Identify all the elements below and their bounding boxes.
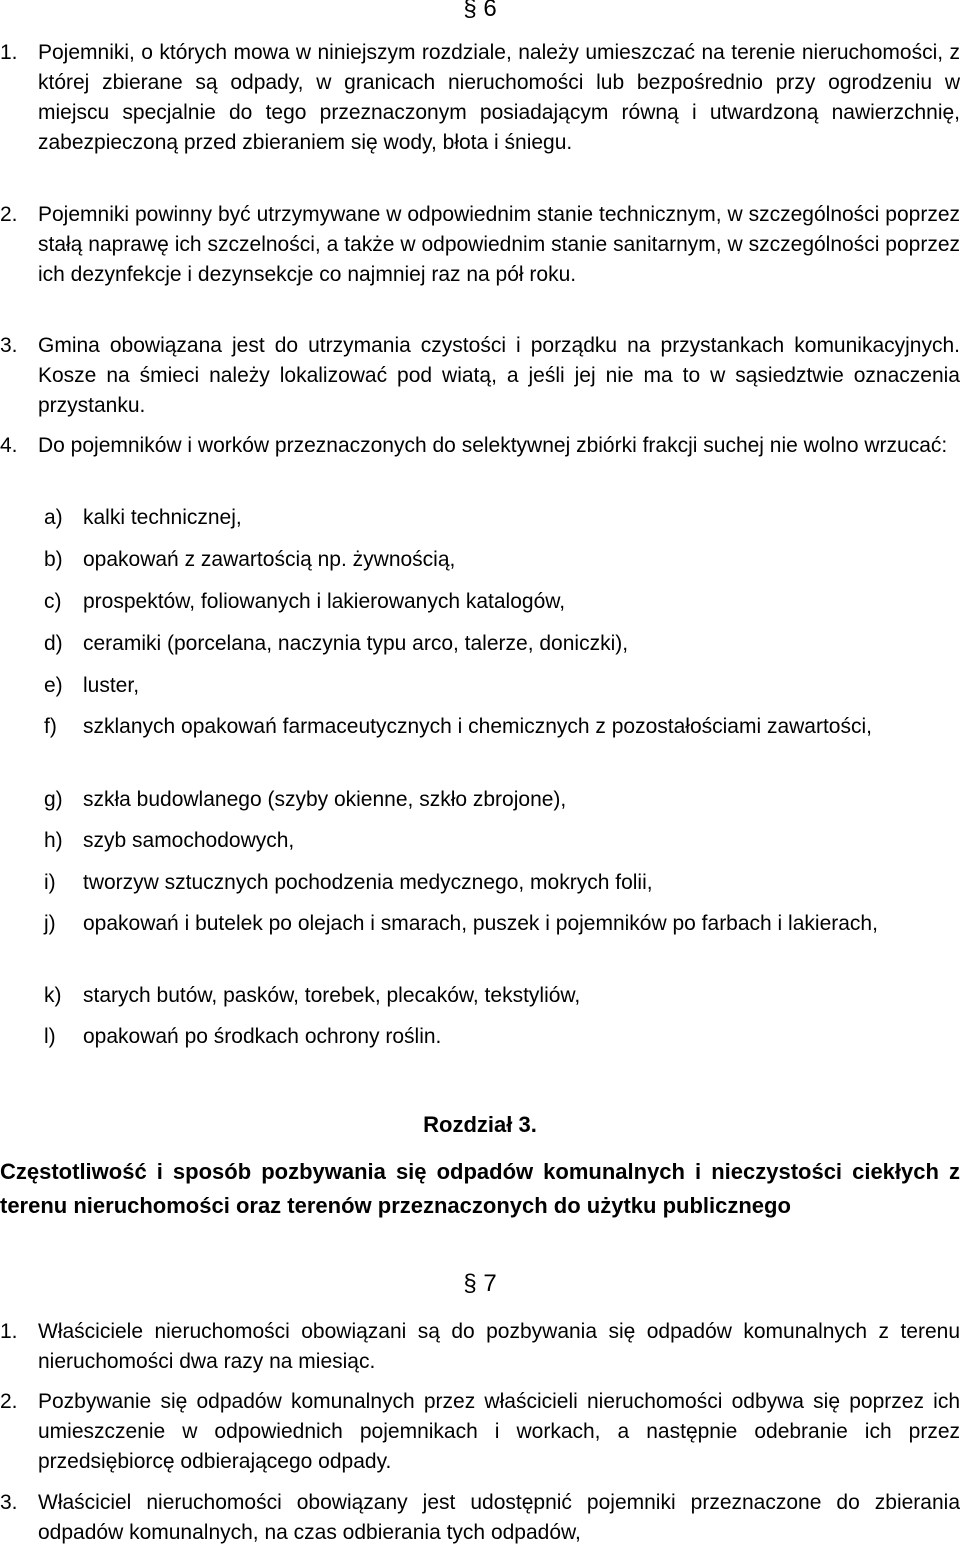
list-letter: l) bbox=[44, 1025, 56, 1048]
list-text: szyb samochodowych, bbox=[83, 829, 295, 852]
list-item bbox=[0, 981, 960, 1011]
list-letter: g) bbox=[44, 788, 63, 811]
list-letter: d) bbox=[44, 632, 63, 655]
s6-paragraph-3 bbox=[0, 331, 960, 421]
list-text: luster, bbox=[83, 674, 140, 697]
list-text: szkła budowlanego (szyby okienne, szkło zbrojone), bbox=[83, 788, 567, 811]
list-text: tworzyw sztucznych pochodzenia medycznego, mokrych folii, bbox=[83, 871, 653, 894]
list-item bbox=[0, 587, 960, 617]
s6-paragraph-1 bbox=[0, 38, 960, 158]
paragraph-text: Pozbywanie się odpadów komunalnych przez właścicieli nieruchomości odbywa się poprzez ich umieszczenie w odpowiednich pojemnikach i workach, a następnie odebranie ich przez przedsiębiorcę odbierającego odpady. bbox=[38, 1390, 960, 1473]
list-letter: i) bbox=[44, 871, 56, 894]
list-item bbox=[0, 503, 960, 533]
list-item bbox=[0, 909, 960, 939]
chapter-title: Częstotliwość i sposób pozbywania się odpadów komunalnych i nieczystości ciekłych z terenu nieruchomości oraz terenów przeznaczonych do użytku publicznego bbox=[0, 1159, 960, 1218]
list-item bbox=[0, 712, 960, 742]
list-letter: k) bbox=[44, 984, 62, 1007]
chapter-heading: Rozdział 3. bbox=[423, 1112, 537, 1137]
list-item bbox=[0, 785, 960, 815]
s6-paragraph-4 bbox=[0, 431, 960, 461]
paragraph-text: Pojemniki powinny być utrzymywane w odpowiednim stanie technicznym, w szczególności poprzez stałą naprawę ich szczelności, a także w odpowiednim stanie sanitarnym, w szczególności poprzez ich dezynfekcje i dezynsekcje co najmniej raz na pół roku. bbox=[38, 203, 960, 286]
list-text: kalki technicznej, bbox=[83, 506, 242, 529]
list-text: ceramiki (porcelana, naczynia typu arco, talerze, doniczki), bbox=[83, 632, 629, 655]
list-text: starych butów, pasków, torebek, plecaków, tekstyliów, bbox=[83, 984, 581, 1007]
paragraph-text: Gmina obowiązana jest do utrzymania czystości i porządku na przystankach komunikacyjnych. Kosze na śmieci należy lokalizować pod wiatą, a jeśli jej nie ma to w sąsiedztwie oznaczenia przystanku. bbox=[38, 334, 960, 417]
list-item bbox=[0, 629, 960, 659]
paragraph-number: 2. bbox=[0, 203, 18, 226]
paragraph-text: Pojemniki, o których mowa w niniejszym rozdziale, należy umieszczać na terenie nieruchomości, z której zbierane są odpady, w granicach nieruchomości lub bezpośrednio przy ogrodzeniu w miejscu specjalnie do tego przeznaczonym posiadającym równą i utwardzoną nawierzchnię, zabezpieczoną przed zbieraniem się wody, błota i śniegu. bbox=[38, 41, 960, 154]
s7-paragraph-3 bbox=[0, 1488, 960, 1548]
list-letter: j) bbox=[44, 912, 56, 935]
paragraph-text: Właściciel nieruchomości obowiązany jest udostępnić pojemniki przeznaczone do zbierania odpadów komunalnych, na czas odbierania tych odpadów, bbox=[38, 1491, 960, 1544]
paragraph-number: 4. bbox=[0, 434, 18, 457]
paragraph-number: 1. bbox=[0, 1320, 18, 1343]
paragraph-text: Właściciele nieruchomości obowiązani są do pozbywania się odpadów komunalnych z terenu nieruchomości dwa razy na miesiąc. bbox=[38, 1320, 960, 1373]
section-7-mark: § 7 bbox=[463, 1270, 497, 1297]
s7-paragraph-1 bbox=[0, 1317, 960, 1377]
paragraph-number: 3. bbox=[0, 1491, 18, 1514]
list-letter: a) bbox=[44, 506, 63, 529]
list-letter: h) bbox=[44, 829, 63, 852]
list-text: opakowań z zawartością np. żywnością, bbox=[83, 548, 456, 571]
list-item bbox=[0, 671, 960, 701]
list-letter: f) bbox=[44, 715, 57, 738]
paragraph-number: 2. bbox=[0, 1390, 18, 1413]
list-letter: b) bbox=[44, 548, 63, 571]
list-item bbox=[0, 868, 960, 898]
list-text: opakowań po środkach ochrony roślin. bbox=[83, 1025, 442, 1048]
paragraph-text: Do pojemników i worków przeznaczonych do selektywnej zbiórki frakcji suchej nie wolno wrzucać: bbox=[38, 434, 948, 457]
s7-paragraph-2 bbox=[0, 1387, 960, 1477]
s6-paragraph-2 bbox=[0, 200, 960, 290]
list-text: opakowań i butelek po olejach i smarach, puszek i pojemników po farbach i lakierach, bbox=[83, 912, 878, 935]
list-letter: e) bbox=[44, 674, 63, 697]
list-letter: c) bbox=[44, 590, 62, 613]
paragraph-number: 3. bbox=[0, 334, 18, 357]
list-item bbox=[0, 826, 960, 856]
list-text: prospektów, foliowanych i lakierowanych katalogów, bbox=[83, 590, 566, 613]
list-text: szklanych opakowań farmaceutycznych i chemicznych z pozostałościami zawartości, bbox=[83, 715, 872, 738]
list-item bbox=[0, 545, 960, 575]
section-6-mark: § 6 bbox=[463, 0, 497, 22]
list-item bbox=[0, 1022, 960, 1052]
paragraph-number: 1. bbox=[0, 41, 18, 64]
